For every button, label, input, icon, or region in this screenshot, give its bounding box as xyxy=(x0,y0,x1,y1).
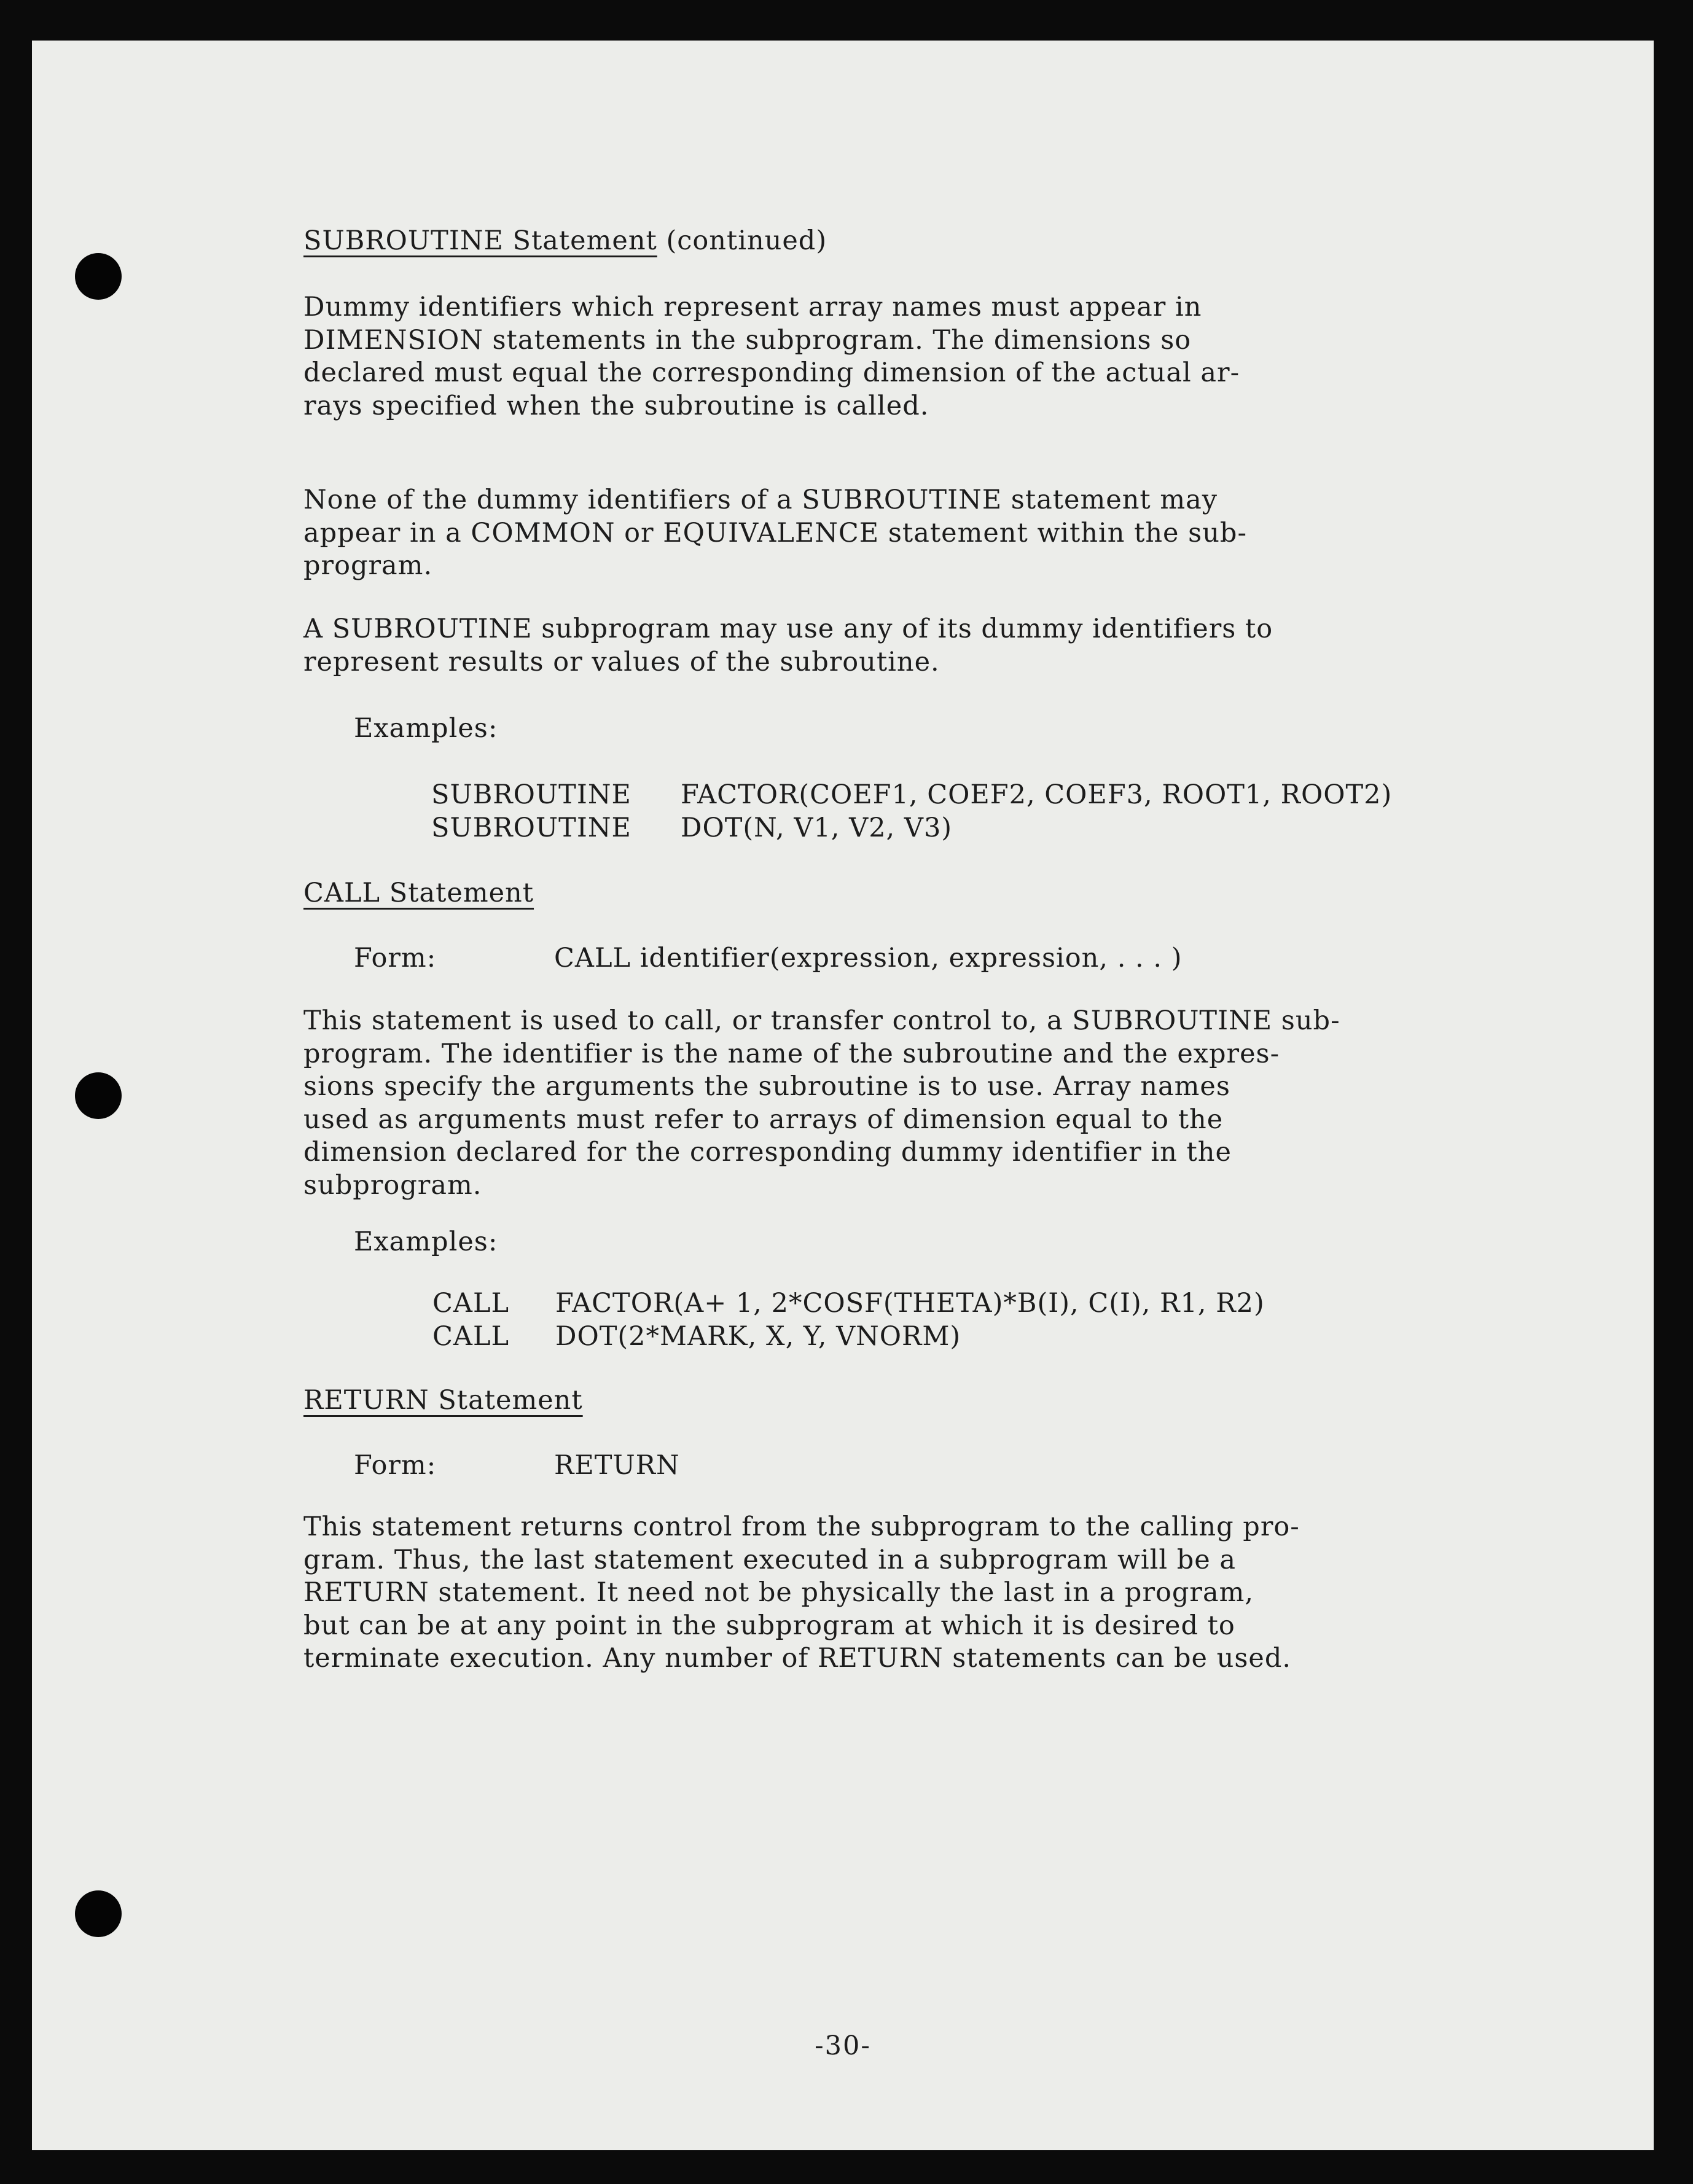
return-heading-title: RETURN Statement xyxy=(303,1385,583,1416)
text-line: RETURN statement. It need not be physically the last in a program, xyxy=(303,1577,1254,1608)
text-line: program. The identifier is the name of the subroutine and the expres- xyxy=(303,1038,1280,1069)
subroutine-example-2 xyxy=(431,812,631,845)
subroutine-heading-suffix: (continued) xyxy=(666,225,827,256)
code-body: FACTOR(A+ 1, 2*COSF(THETA)*B(I), C(I), R1, R2) xyxy=(555,1288,1265,1319)
subroutine-heading-title: SUBROUTINE Statement xyxy=(303,225,657,256)
code-keyword: CALL xyxy=(432,1321,510,1352)
text-line: None of the dummy identifiers of a SUBROUTINE statement may xyxy=(303,485,1218,515)
call-examples-label: Examples: xyxy=(354,1227,498,1257)
call-heading xyxy=(303,877,534,910)
call-form-value: CALL identifier(expression, expression, . . . ) xyxy=(554,943,1183,973)
subroutine-example-1 xyxy=(431,779,631,812)
subroutine-paragraph-2 xyxy=(303,484,1247,583)
subroutine-examples-label: Examples: xyxy=(354,713,498,744)
text-line: DIMENSION statements in the subprogram. The dimensions so xyxy=(303,324,1192,356)
subroutine-heading xyxy=(303,225,827,258)
text-line: program. xyxy=(303,550,433,581)
call-paragraph xyxy=(303,1005,1340,1202)
subroutine-paragraph-1 xyxy=(303,291,1240,423)
punch-hole-top xyxy=(75,253,122,300)
text-line: A SUBROUTINE subprogram may use any of its dummy identifiers to xyxy=(303,614,1273,644)
code-keyword: SUBROUTINE xyxy=(431,813,631,843)
text-line: but can be at any point in the subprogram at which it is desired to xyxy=(303,1610,1235,1641)
code-keyword: CALL xyxy=(432,1288,510,1319)
text-line: terminate execution. Any number of RETURN statements can be used. xyxy=(303,1643,1292,1674)
text-line: gram. Thus, the last statement executed in a subprogram will be a xyxy=(303,1544,1237,1575)
text-line: dimension declared for the corresponding dummy identifier in the xyxy=(303,1137,1232,1168)
punch-hole-middle xyxy=(75,1072,122,1119)
call-heading-title: CALL Statement xyxy=(303,878,534,908)
call-example-2 xyxy=(432,1320,509,1354)
punch-hole-bottom xyxy=(75,1890,122,1937)
text-line: appear in a COMMON or EQUIVALENCE statement within the sub- xyxy=(303,517,1247,548)
page-number: -30- xyxy=(815,2030,871,2061)
return-form-label: Form: xyxy=(354,1450,437,1481)
subroutine-paragraph-3 xyxy=(303,613,1273,679)
text-line: rays specified when the subroutine is called. xyxy=(303,390,929,421)
text-line: subprogram. xyxy=(303,1169,482,1201)
code-body: DOT(2*MARK, X, Y, VNORM) xyxy=(555,1321,961,1352)
call-example-2-body xyxy=(555,1320,961,1354)
text-line: Dummy identifiers which represent array names must appear in xyxy=(303,292,1202,322)
text-line: sions specify the arguments the subroutine is to use. Array names xyxy=(303,1071,1230,1102)
text-line: used as arguments must refer to arrays of dimension equal to the xyxy=(303,1104,1224,1135)
call-example-1 xyxy=(432,1287,509,1320)
call-example-1-body xyxy=(555,1287,1265,1320)
code-keyword: SUBROUTINE xyxy=(431,779,631,810)
subroutine-example-2-body xyxy=(681,812,952,845)
return-heading xyxy=(303,1384,583,1418)
text-line: declared must equal the corresponding dimension of the actual ar- xyxy=(303,357,1240,388)
paper-page xyxy=(32,41,1654,2150)
text-line: This statement returns control from the subprogram to the calling pro- xyxy=(303,1511,1300,1542)
subroutine-example-1-body xyxy=(681,779,1392,812)
return-paragraph xyxy=(303,1511,1300,1675)
text-line: represent results or values of the subroutine. xyxy=(303,646,940,677)
call-form-label: Form: xyxy=(354,943,437,973)
return-form-value: RETURN xyxy=(554,1450,680,1481)
code-body: FACTOR(COEF1, COEF2, COEF3, ROOT1, ROOT2) xyxy=(681,779,1393,810)
code-body: DOT(N, V1, V2, V3) xyxy=(681,813,953,843)
text-line: This statement is used to call, or transfer control to, a SUBROUTINE sub- xyxy=(303,1005,1340,1036)
